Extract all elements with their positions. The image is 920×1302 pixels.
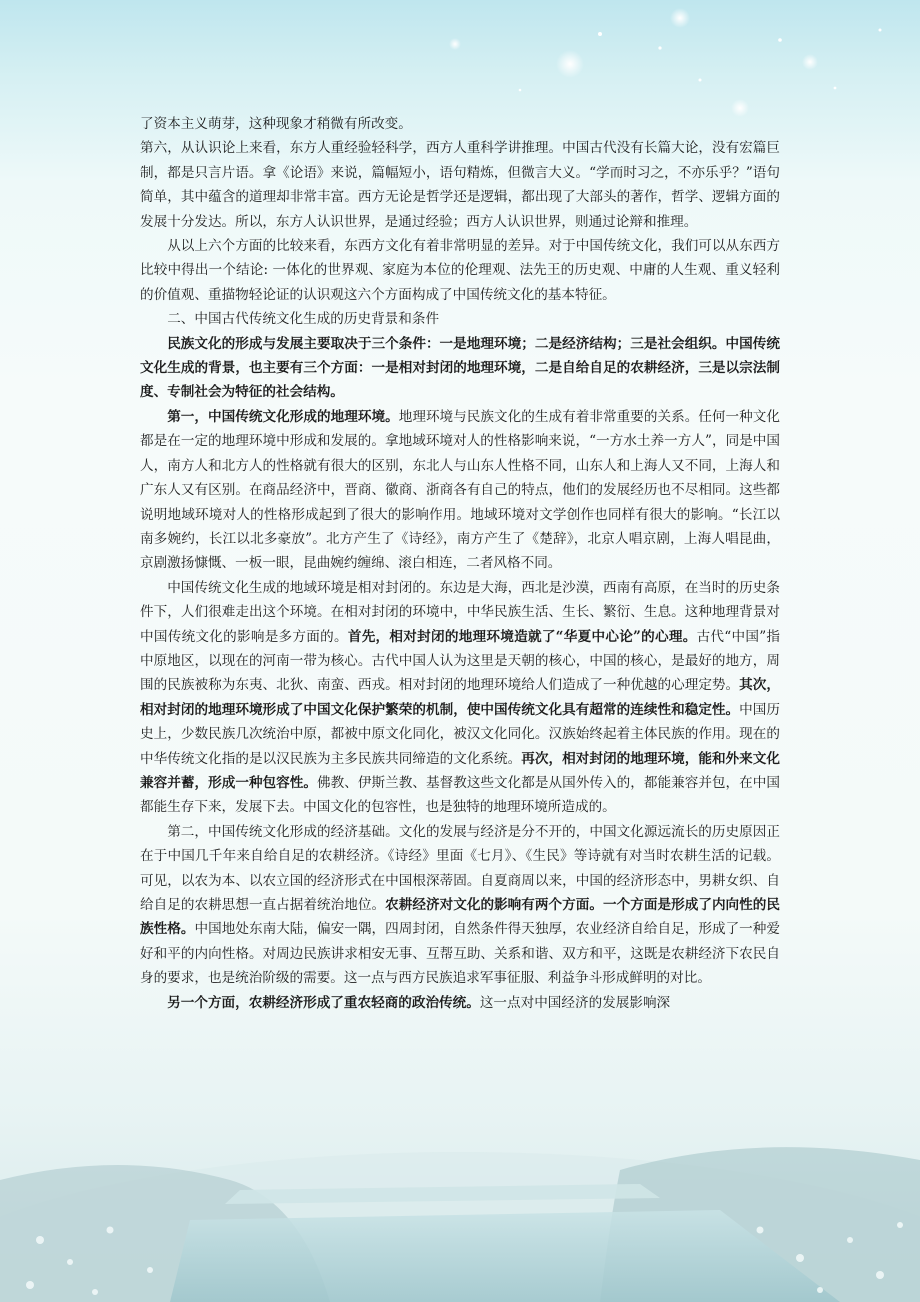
text-run: 从以上六个方面的比较来看，东西方文化有着非常明显的差异。对于中国传统文化，我们可以从东西方比较中得出一个结论: 一体化的世界观、家庭为本位的伦理观、法先王的历史观、中庸的人生观、重义轻利的价值观、重描物轻论证的认识观这六个方面构成了中国传统文化的基本特征。 [140,238,780,303]
bold-text: 其次，相对封闭的地理环境形成了中国文化保护繁荣的机制，使中国传统文化具有超常的连续性和稳定性。 [140,677,781,718]
bold-text: 另一个方面，农耕经济形成了重农轻商的政治传统。 [167,994,480,1011]
paragraph [140,234,780,307]
bold-text: 再次，相对封闭的地理环境，能和外来文化兼容并蓄，形成一种包容性。 [140,750,781,791]
text-run: 地理环境与民族文化的生成有着非常重要的关系。任何一种文化都是在一定的地理环境中形成和发展的。拿地域环境对人的性格影响来说，“一方水土养一方人”，同是中国人，南方人和北方人的性格就有很大的区别，东北人与山东人性格不同，山东人和上海人又不同，上海人和广东人又有区别。在商品经济中，晋商、徽商、浙商各有自己的特点，他们的发展经历也不尽相同。这些都说明地域环境对人的性格形成起到了很大的影响作用。地域环境对文学创作也同样有很大的影响。“长江以南多婉约，长江以北多豪放”。北方产生了《诗经》，南方产生了《楚辞》，北京人唱京剧，上海人唱昆曲，京剧激扬慷慨、一板一眼，昆曲婉约缠绵、滚白相连，二者风格不同。 [140,408,780,572]
bold-text: 农耕经济对文化的影响有两个方面。一个方面是形成了内向性的民族性格。 [140,897,781,938]
paragraph [140,332,780,405]
text-run: 二、中国古代传统文化生成的历史背景和条件 [167,311,440,328]
text-run: 中国传统文化生成的地域环境是相对封闭的。东边是大海，西北是沙漠，西南有高原，在当时的历史条件下，人们很难走出这个环境。在相对封闭的环境中，中华民族生活、生长、繁衍、生息。这种地理背景对中国传统文化的影响是多方面的。 [140,579,780,645]
sparkles [449,8,882,117]
garden-scene [0,1147,920,1302]
text-run: 佛教、伊斯兰教、基督教这些文化都是从国外传入的，都能兼容并包，在中国都能生存下来，发展下去。中国文化的包容性，也是独特的地理环境所造成的。 [140,774,781,816]
paragraph [140,991,780,1015]
text-run: 古代“中国”指中原地区，以现在的河南一带为核心。古代中国人认为这里是天朝的核心，中国的核心，是最好的地方，周围的民族被称为东夷、北狄、南蛮、西戎。相对封闭的地理环境给人们造成了一种优越的心理定势。 [140,628,781,694]
paragraph [140,576,780,820]
bold-text: 首先，相对封闭的地理环境造就了“华夏中心论”的心理。 [347,628,697,645]
text-run: 中国地处东南大陆，偏安一隅，四周封闭，自然条件得天独厚，农业经济自给自足，形成了一种爱好和平的内向性格。对周边民族讲求相安无事、互帮互助、关系和谐、双方和平，这既是农耕经济下农民自身的要求，也是统治阶级的需要。这一点与西方民族追求军事征服、利益争斗形成鲜明的对比。 [140,921,781,987]
bold-text: 民族文化的形成与发展主要取决于三个条件：一是地理环境；二是经济结构；三是社会组织。中国传统文化生成的背景，也主要有三个方面：一是相对封闭的地理环境，二是自给自足的农耕经济，三是以宗法制度、专制社会为特征的社会结构。 [140,335,780,401]
paragraph [140,112,780,136]
paragraph [140,307,780,331]
text-run: 中国历史上，少数民族几次统治中原，都被中原文化同化，被汉文化同化。汉族始终起着主体民族的作用。现在的中华传统文化指的是以汉民族为主多民族共同缔造的文化系统。 [140,701,781,767]
text-run: 这一点对中国经济的发展影响深 [479,994,671,1011]
text-run: 第二，中国传统文化形成的经济基础。文化的发展与经济是分不开的，中国文化源远流长的历史原因正在于中国几千年来自给自足的农耕经济。《诗经》里面《七月》、《生民》等诗就有对当时农耕生活的记载。可见，以农为本、以农立国的经济形式在中国根深蒂固。自夏商周以来，中国的经济形态中，男耕女织、自给自足的农耕思想一直占据着统治地位。 [140,823,780,913]
document-body [140,112,780,1015]
paragraph [140,136,780,234]
paragraph [140,405,780,576]
paragraph [140,820,780,991]
text-run: 第六，从认识论上来看，东方人重经验轻科学，西方人重科学讲推理。中国古代没有长篇大论，没有宏篇巨制，都是只言片语。拿《论语》来说，篇幅短小，语句精炼，但微言大义。“学而时习之，不亦乐乎？”语句简单，其中蕴含的道理却非常丰富。西方无论是哲学还是逻辑，都出现了大部头的著作，哲学、逻辑方面的发展十分发达。所以，东方人认识世界，是通过经验；西方人认识世界，则通过论辩和推理。 [140,140,780,230]
bold-text: 第一，中国传统文化形成的地理环境。 [167,408,399,425]
text-run: 了资本主义萌芽，这种现象才稍微有所改变。 [140,116,412,132]
